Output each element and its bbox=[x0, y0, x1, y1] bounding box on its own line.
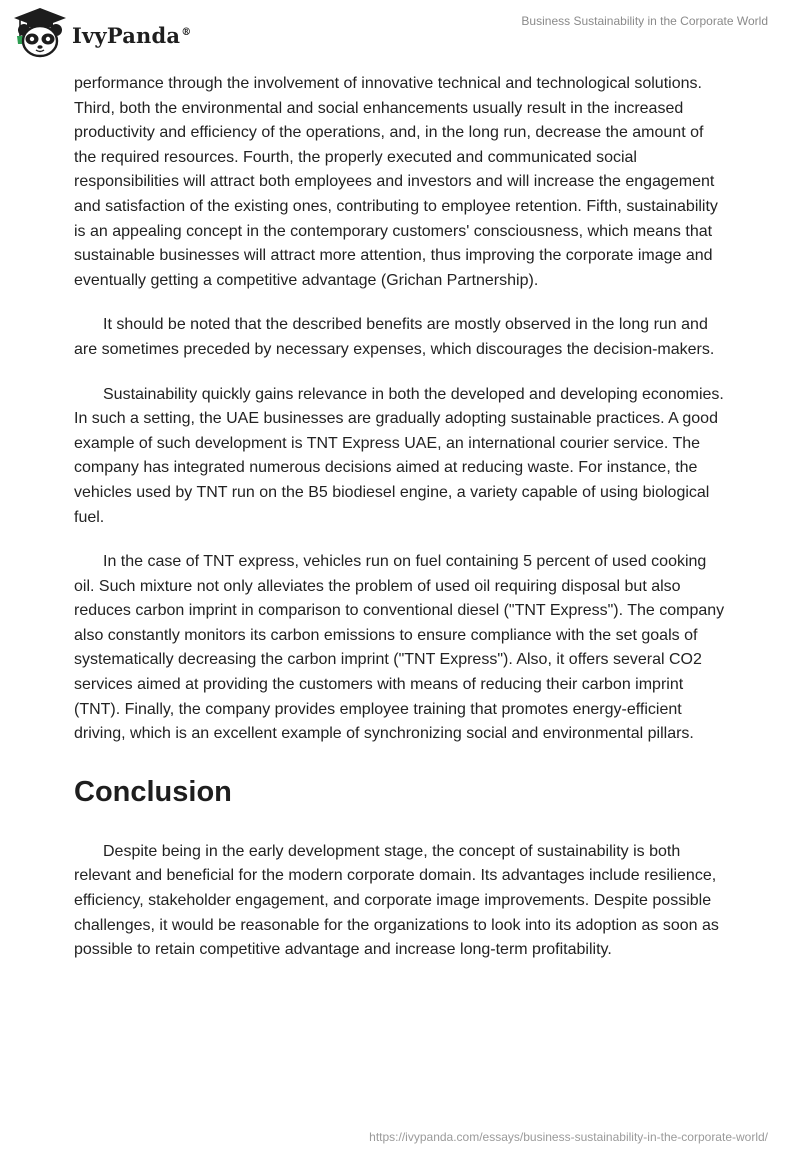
brand-logo[interactable] bbox=[12, 6, 191, 60]
paragraph-3: Sustainability quickly gains relevance in both the developed and developing economies. In such a setting, the UAE businesses are gradually adopting sustainable practices. A good example of such development is TNT Express UAE, an international courier service. The company has integrated numerous decisions aimed at reducing waste. For instance, the vehicles used by TNT run on the B5 biodiesel engine, a variety capable of using biological fuel. bbox=[74, 385, 724, 526]
paragraph-2: It should be noted that the described benefits are mostly observed in the long run and are sometimes preceded by necessary expenses, which discourages the decision-makers. bbox=[74, 316, 715, 358]
document-title: Business Sustainability in the Corporate World bbox=[521, 14, 768, 28]
conclusion-paragraph: Despite being in the early development stage, the concept of sustainability is both relevant and beneficial for the modern corporate domain. Its advantages include resilience, efficiency, stakeholder engagement, and corporate image improvements. Despite possible challenges, it would be reasonable for the organizations to look into its adoption as soon as possible to retain competitive advantage and increase long-term profitability. bbox=[74, 842, 719, 959]
source-url-link[interactable]: https://ivypanda.com/essays/business-sustainability-in-the-corporate-world/ bbox=[369, 1130, 768, 1144]
essay-body bbox=[74, 72, 726, 963]
paragraph-1: performance through the involvement of innovative technical and technological solutions. Third, both the environmental and social enhancements usually result in the increased productivity and efficiency of the operations, and, in the long run, decrease the amount of the required resources. Fourth, the properly executed and communicated social responsibilities will attract both employees and investors and will increase the engagement and satisfaction of the existing ones, contributing to employee retention. Fifth, sustainability is an appealing concept in the contemporary customers' consciousness, which means that sustainable businesses will attract more attention, thus improving the corporate image and eventually getting a competitive advantage (Grichan Partnership). bbox=[74, 75, 718, 289]
conclusion-heading: Conclusion bbox=[74, 775, 232, 808]
paragraph-4: In the case of TNT express, vehicles run on fuel containing 5 percent of used cooking oil. Such mixture not only alleviates the problem of used oil requiring disposal but also reduces carbon imprint in comparison to conventional diesel ("TNT Express"). The company also constantly monitors its carbon emissions to ensure compliance with the set goals of systematically decreasing the carbon imprint ("TNT Express"). Also, it offers several CO2 services aimed at providing the customers with means of reducing their carbon imprint (TNT). Finally, the company provides employee training that promotes energy-efficient driving, which is an excellent example of synchronizing social and environmental pillars. bbox=[74, 553, 725, 743]
registered-mark: ® bbox=[181, 26, 192, 38]
brand-name: IvyPanda® bbox=[72, 22, 192, 48]
page-header bbox=[0, 0, 800, 70]
panda-graduate-icon bbox=[12, 6, 68, 60]
